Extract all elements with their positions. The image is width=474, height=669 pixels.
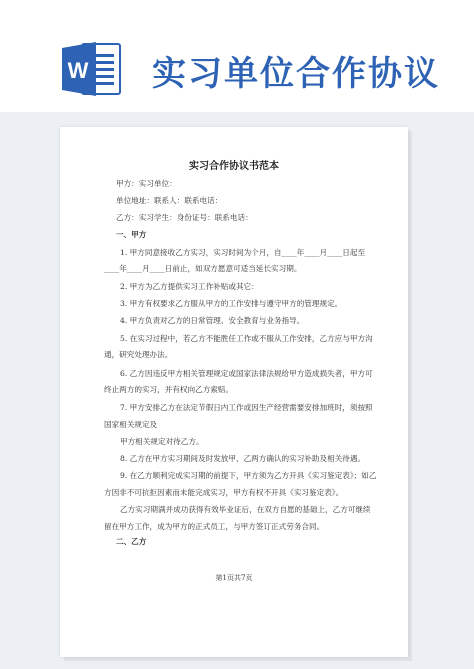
- section-heading: 二、乙方: [116, 537, 147, 546]
- clause-line: 终止两方的实习，并有权向乙方索赔。: [104, 385, 234, 394]
- banner-title: 实习单位合作协议: [152, 54, 440, 94]
- document-page: [60, 127, 408, 657]
- clause-line: 9. 在乙方顺利完成实习期的前提下，甲方须为乙方开具《实习鉴定表》；如乙: [120, 471, 377, 480]
- clause-line: 8. 乙方在甲方实习期间及时发放甲、乙两方确认的实习补助及相关待遇。: [120, 454, 366, 463]
- document-title: 实习合作协议书范本: [189, 161, 279, 172]
- clause-line: 7. 甲方安排乙方在法定节假日内工作或因生产经营需要安排加班时，须按照: [120, 403, 373, 412]
- page-footer: 第1页共7页: [215, 574, 253, 582]
- clause-line: 5. 在实习过程中，若乙方不能胜任工作或不服从工作安排，乙方应与甲方沟: [120, 334, 373, 343]
- word-document-icon: [62, 40, 122, 98]
- clause-line: 方因非不可抗拒因素而未能完成实习，甲方有权不开具《实习鉴定表》。: [104, 488, 344, 497]
- logo-letter: W: [67, 58, 89, 83]
- clause-line: 1. 甲方同意接收乙方实习，实习时间为个月，自____年____月____日起至: [120, 248, 366, 257]
- clause-line: 留在甲方工作，成为甲方的正式员工，与甲方签订正式劳务合同。: [104, 522, 325, 531]
- unit-address-line: 单位地址：联系人：联系电话：: [116, 196, 223, 205]
- clause-line: 2. 甲方为乙方提供实习工作补贴或其它：: [120, 282, 259, 291]
- clause-line: 国家相关规定及: [104, 420, 158, 429]
- clause-line: 3. 甲方有权要求乙方服从甲方的工作安排与遵守甲方的管理规定。: [120, 299, 343, 308]
- clause-line: 甲方相关规定对待乙方。: [120, 437, 204, 446]
- clause-line: 6. 乙方因违反甲方相关管理规定或国家法律法规给甲方造成损失者，甲方可: [120, 369, 373, 378]
- clause-line: ____年____月____日前止，如双方愿意可适当延长实习期。: [104, 264, 302, 273]
- banner: [0, 0, 474, 112]
- clause-line: 4. 甲方负责对乙方的日常管理、安全教育与业务指导。: [120, 316, 305, 325]
- party-a-line: 甲方：实习单位：: [116, 179, 177, 188]
- party-b-line: 乙方：实习学生：身份证号：联系电话：: [116, 213, 253, 222]
- clause-line: 通，研究处理办法。: [104, 350, 173, 359]
- clause-line: 乙方实习期满并成功获得有效毕业证后，在双方自愿的基础上，乙方可继续: [120, 505, 371, 514]
- section-heading: 一、甲方: [116, 230, 147, 239]
